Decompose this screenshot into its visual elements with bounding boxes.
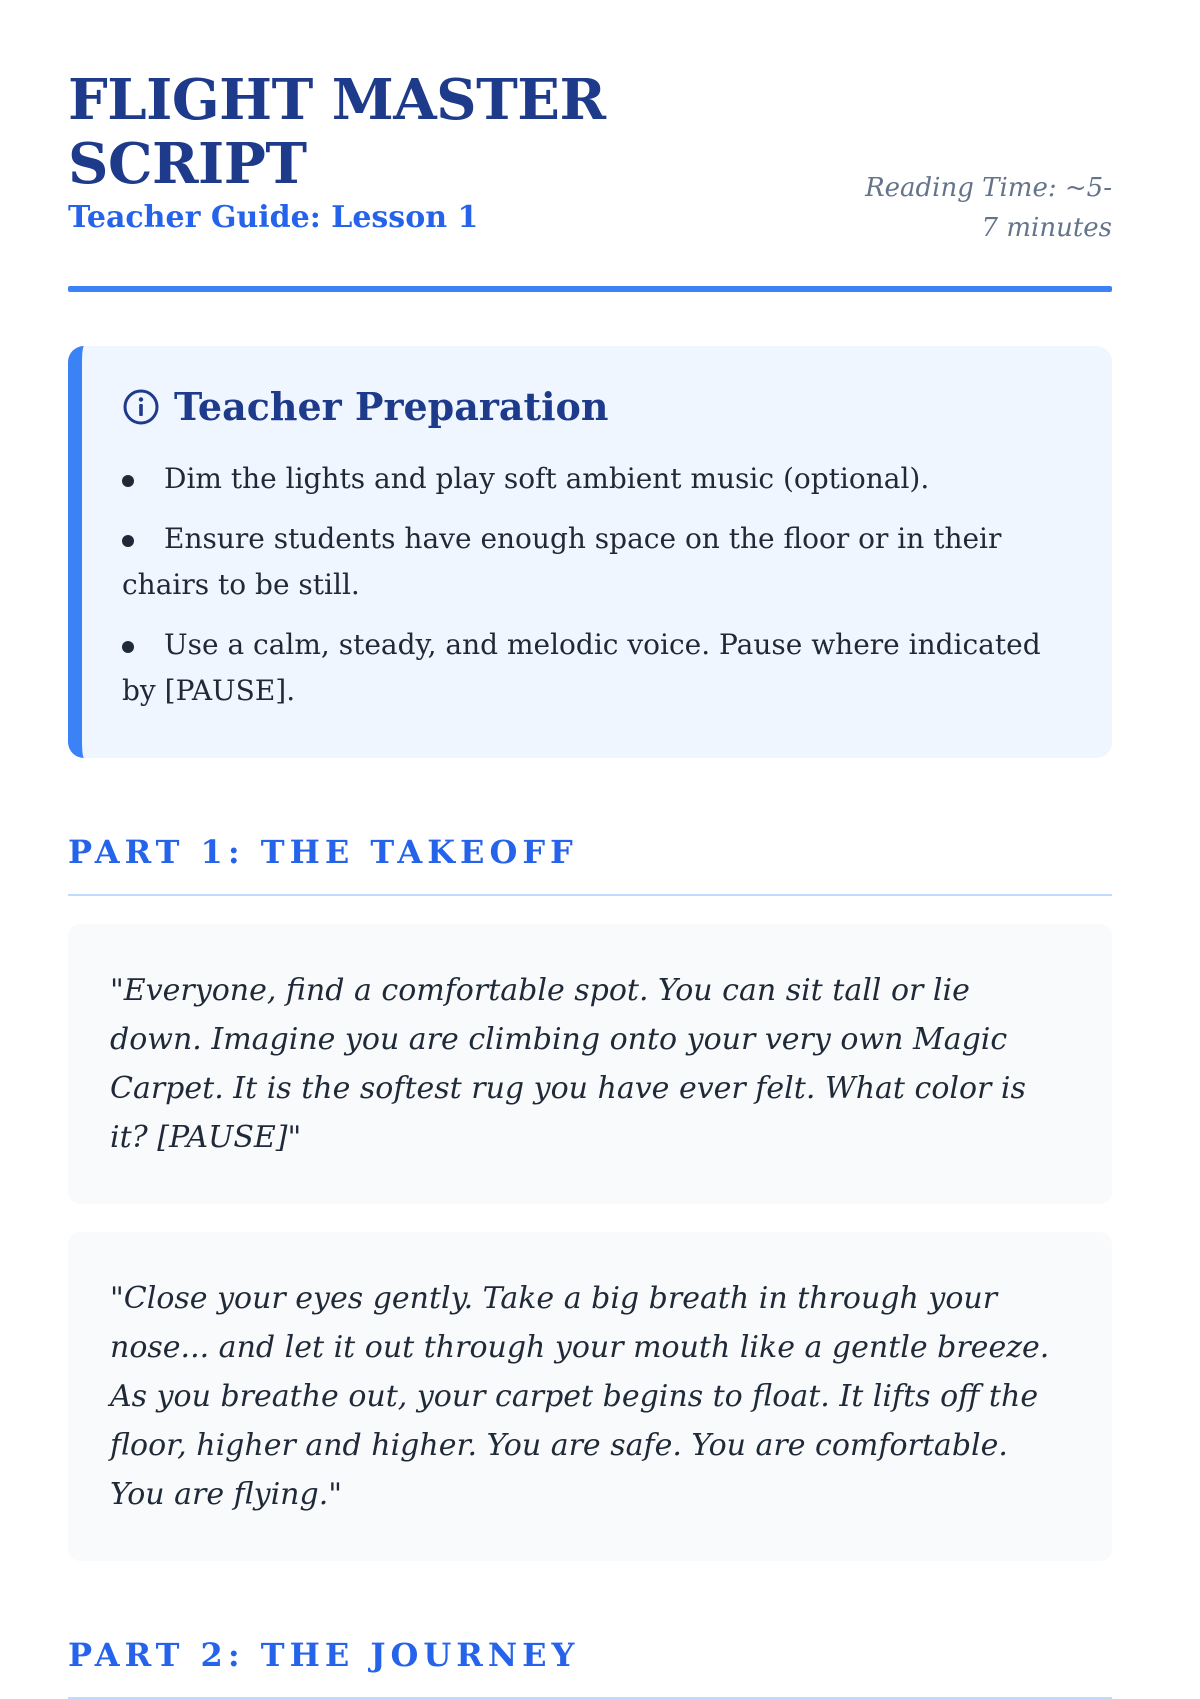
teacher-preparation-box xyxy=(68,346,1112,758)
page-title: FLIGHT MASTER SCRIPT xyxy=(68,67,606,197)
preparation-heading xyxy=(122,384,1072,430)
header-divider xyxy=(68,286,1112,292)
part-1-heading: PART 1: THE TAKEOFF xyxy=(68,832,1112,896)
list-item-text: Ensure students have enough space on the floor or in their chairs to be still. xyxy=(122,522,1002,601)
info-icon xyxy=(122,388,160,426)
bullet-icon xyxy=(122,475,134,487)
list-item xyxy=(122,456,1072,502)
header xyxy=(68,0,1112,243)
script-block: "Everyone, find a comfortable spot. You can sit tall or lie down. Imagine you are climbing onto your very own Magic Carpet. It is the softest rug you have ever felt. What color is it? [PAUSE]" xyxy=(68,924,1112,1204)
bullet-icon xyxy=(122,641,134,653)
list-item xyxy=(122,516,1072,608)
script-block: "Close your eyes gently. Take a big breath in through your nose... and let it out through your mouth like a gentle breeze. As you breathe out, your carpet begins to float. It lifts off the floor, higher and higher. You are safe. You are comfortable. You are flying." xyxy=(68,1232,1112,1561)
part-2-heading: PART 2: THE JOURNEY xyxy=(68,1635,1112,1699)
preparation-list xyxy=(122,456,1072,714)
bullet-icon xyxy=(122,535,134,547)
page-subtitle: Teacher Guide: Lesson 1 xyxy=(68,200,479,235)
list-item xyxy=(122,622,1072,714)
list-item-text: Dim the lights and play soft ambient music (optional). xyxy=(164,462,930,495)
list-item-text: Use a calm, steady, and melodic voice. Pause where indicated by [PAUSE]. xyxy=(122,628,1041,707)
reading-time: Reading Time: ~5-7 minutes xyxy=(865,173,1112,243)
preparation-title: Teacher Preparation xyxy=(174,384,609,429)
